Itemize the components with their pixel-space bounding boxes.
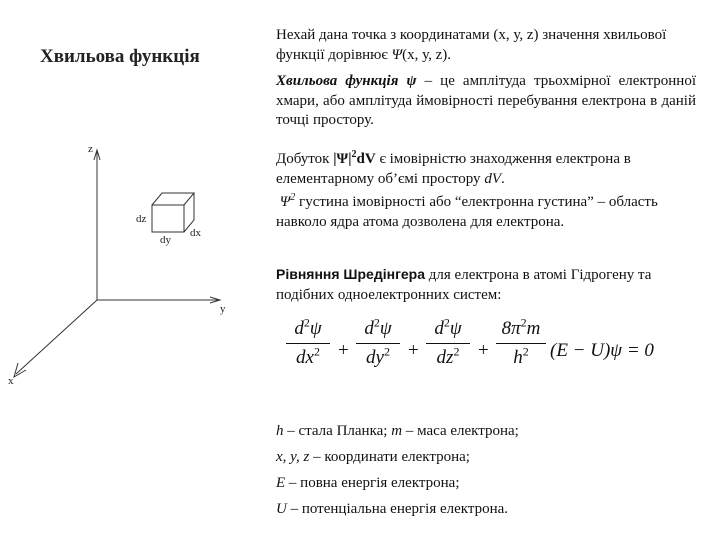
symbol-definitions — [276, 418, 519, 522]
equation-tail: (E − U)ψ = 0 — [550, 340, 654, 361]
intro-psi-symbol: Ψ — [391, 46, 403, 63]
symbol-xyz: x, y, z — [276, 449, 310, 465]
x-axis-label: x — [8, 375, 14, 387]
definition-text: – це амплітуда трьохмірної електронної хмари, або амплітуда ймовірності перебування електрона в даній точці простору. — [276, 73, 696, 128]
coordinate-axes-diagram — [0, 130, 240, 400]
fraction-d2psi-dz2 — [426, 315, 470, 369]
frac1-den: dx — [296, 347, 314, 368]
density-psi-symbol: Ψ — [279, 194, 291, 210]
definition-xyz: – координати електрона; — [309, 449, 470, 465]
frac1-num-var: ψ — [309, 318, 322, 339]
definition-e: – повна енергія електрона; — [285, 475, 460, 491]
y-axis-label: y — [220, 303, 226, 315]
intro-paragraph — [276, 26, 696, 65]
frac3-num-d: d — [434, 318, 444, 339]
intro-text: Нехай дана точка з координатами (х, у, z) значення хвильової функції дорівнює — [276, 27, 667, 63]
x-axis-line — [16, 300, 97, 374]
frac3-den: dz — [436, 347, 454, 368]
definition-paragraph — [276, 72, 696, 131]
frac2-den: dy — [366, 347, 384, 368]
symbol-e: E — [276, 475, 286, 491]
definition-line-u — [276, 496, 519, 522]
definition-h: – стала Планка; — [283, 423, 392, 439]
product-end: . — [500, 170, 505, 187]
dz-label: dz — [136, 213, 147, 225]
dx-label: dx — [190, 227, 201, 239]
symbol-u: U — [276, 501, 287, 517]
frac3-num-var: ψ — [449, 318, 462, 339]
symbol-h: h — [276, 423, 284, 439]
fraction-d2psi-dx2 — [286, 315, 330, 369]
dy-label: dy — [160, 234, 171, 246]
plus-sign-1: + — [338, 340, 349, 361]
schrodinger-text: для електрона в атомі Гідрогену та подібних одноелектронних систем: — [276, 267, 652, 303]
page-title: Хвильова функція — [40, 46, 200, 67]
product-text: є імовірністю знаходження електрона в елементарному об’ємі простору — [276, 151, 631, 187]
density-exponent: 2 — [290, 192, 296, 203]
frac1-den-sup: 2 — [313, 344, 320, 359]
frac1-num-d: d — [294, 318, 304, 339]
intro-coords: (х, у, z). — [402, 46, 452, 63]
product-paragraph — [276, 145, 696, 189]
frac4-num-coef: 8π — [501, 318, 521, 339]
frac4-den-sup: 2 — [522, 344, 529, 359]
fraction-8pi2m-h2 — [496, 315, 546, 369]
frac4-den: h — [513, 347, 523, 368]
schrodinger-title: Рівняння Шредінгера — [276, 266, 426, 282]
schrodinger-paragraph — [276, 265, 696, 305]
frac2-num-sup: 2 — [373, 315, 380, 330]
product-expression: |Ψ| — [333, 151, 352, 167]
plus-sign-2: + — [408, 340, 419, 361]
plus-sign-3: + — [478, 340, 489, 361]
frac3-num-sup: 2 — [443, 315, 450, 330]
density-text: густина імовірності або “електронна густина” – область навколо ядра атома дозволена для електрона. — [276, 194, 658, 230]
z-axis-label: z — [88, 143, 93, 155]
schrodinger-equation — [286, 315, 666, 388]
frac2-num-d: d — [364, 318, 374, 339]
product-exponent: 2 — [351, 149, 357, 160]
definition-u: – потенціальна енергія електрона. — [286, 501, 509, 517]
density-paragraph — [276, 188, 696, 232]
volume-cube-front — [152, 205, 184, 232]
definition-line-h-m — [276, 418, 519, 444]
product-lead: Добуток — [276, 151, 334, 167]
definition-line-e — [276, 470, 519, 496]
frac2-num-var: ψ — [379, 318, 392, 339]
product-volume-var: dV — [484, 170, 501, 187]
definition-term: Хвильова функція ψ — [276, 73, 417, 89]
frac3-den-sup: 2 — [453, 344, 460, 359]
frac4-num-sup: 2 — [520, 315, 527, 330]
definition-line-xyz — [276, 444, 519, 470]
fraction-d2psi-dy2 — [356, 315, 400, 369]
product-dv: dV — [356, 151, 376, 167]
frac1-num-sup: 2 — [303, 315, 310, 330]
definition-m: – маса електрона; — [402, 423, 519, 439]
frac2-den-sup: 2 — [383, 344, 390, 359]
frac4-num-var: m — [526, 318, 541, 339]
symbol-m: m — [391, 423, 403, 439]
volume-cube-top — [152, 193, 194, 205]
